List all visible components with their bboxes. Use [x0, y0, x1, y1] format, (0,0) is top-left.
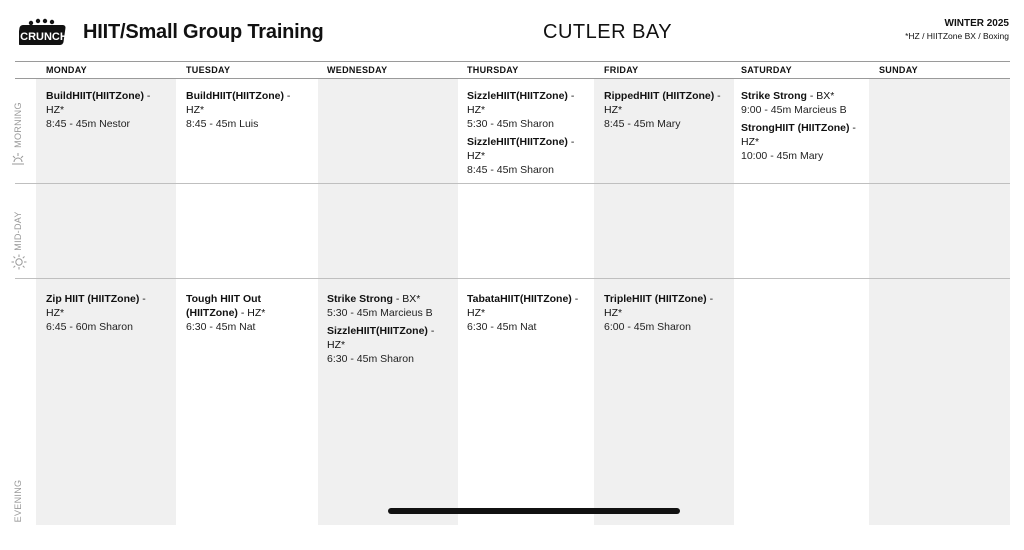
- class-entry[interactable]: BuildHIIT(HIITZone) - HZ* 8:45 - 45m Luis: [186, 90, 291, 130]
- class-tag: HZ*: [327, 339, 346, 351]
- sunrise-icon: [11, 152, 25, 166]
- cell-morning-saturday: [741, 89, 869, 165]
- class-entry[interactable]: SizzleHIIT(HIITZone) - HZ* 8:45 - 45m Sharon: [467, 136, 575, 176]
- legend-text: *HZ / HIITZone BX / Boxing: [905, 31, 1009, 41]
- class-tag: HZ*: [467, 307, 486, 319]
- class-name: Zip HIIT (HIITZone): [46, 293, 140, 305]
- class-entry[interactable]: SizzleHIIT(HIITZone) - HZ* 5:30 - 45m Sharon: [467, 90, 575, 130]
- svg-text:CRUNCH: CRUNCH: [20, 31, 68, 43]
- period-morning: [3, 94, 33, 174]
- class-name: TripleHIIT (HIITZone): [604, 293, 707, 305]
- class-time: 8:45 - 45m Sharon: [467, 164, 554, 176]
- class-name: SizzleHIIT(HIITZone): [327, 325, 428, 337]
- class-time: 5:30 - 45m Sharon: [467, 118, 554, 130]
- class-name: BuildHIIT(HIITZone): [46, 90, 144, 102]
- class-tag: HZ*: [604, 104, 623, 116]
- class-tag: BX*: [816, 90, 835, 102]
- class-time: 8:45 - 45m Luis: [186, 118, 259, 130]
- home-indicator[interactable]: [388, 508, 680, 514]
- class-tag: HZ*: [46, 104, 65, 116]
- cell-morning-thursday: [467, 89, 595, 179]
- class-entry[interactable]: Tough HIIT Out (HIITZone) - HZ* 6:30 - 45m Nat: [186, 293, 266, 333]
- cell-evening-tuesday: [186, 292, 296, 336]
- class-tag: HZ*: [604, 307, 623, 319]
- class-tag: HZ*: [467, 150, 486, 162]
- class-entry[interactable]: RippedHIIT (HIITZone) - HZ* 8:45 - 45m Mary: [604, 90, 721, 130]
- class-time: 6:30 - 45m Nat: [186, 321, 256, 333]
- class-tag: HZ*: [186, 104, 205, 116]
- class-time: 6:00 - 45m Sharon: [604, 321, 691, 333]
- divider-header: [15, 78, 1010, 79]
- class-time: 5:30 - 45m Marcieus B: [327, 307, 433, 319]
- period-label-midday: MID-DAY: [13, 211, 23, 251]
- class-time: 9:00 - 45m Marcieus B: [741, 104, 847, 116]
- divider-morning: [15, 183, 1010, 184]
- class-entry[interactable]: Strike Strong - BX* 9:00 - 45m Marcieus B: [741, 90, 847, 116]
- class-tag: HZ*: [741, 136, 760, 148]
- class-tag: BX*: [402, 293, 421, 305]
- sun-icon: [11, 254, 27, 270]
- day-header-tuesday: TUESDAY: [186, 65, 231, 75]
- class-entry[interactable]: Strike Strong - BX* 5:30 - 45m Marcieus B: [327, 293, 433, 319]
- class-entry[interactable]: BuildHIIT(HIITZone) - HZ* 8:45 - 45m Nestor: [46, 90, 151, 130]
- class-time: 10:00 - 45m Mary: [741, 150, 824, 162]
- cell-evening-thursday: [467, 292, 595, 336]
- day-header-friday: FRIDAY: [604, 65, 639, 75]
- class-name: Strike Strong: [741, 90, 807, 102]
- class-name: StrongHIIT (HIITZone): [741, 122, 850, 134]
- class-entry[interactable]: TabataHIIT(HIITZone) - HZ* 6:30 - 45m Nat: [467, 293, 579, 333]
- class-name: Tough HIIT Out (HIITZone): [186, 293, 262, 319]
- class-entry[interactable]: Zip HIIT (HIITZone) - HZ* 6:45 - 60m Sharon: [46, 293, 146, 333]
- class-name: BuildHIIT(HIITZone): [186, 90, 284, 102]
- class-time: 6:45 - 60m Sharon: [46, 321, 133, 333]
- day-header-saturday: SATURDAY: [741, 65, 792, 75]
- class-name: TabataHIIT(HIITZone): [467, 293, 572, 305]
- season-label: WINTER 2025: [944, 18, 1009, 29]
- cell-morning-tuesday: [186, 89, 314, 133]
- class-name: RippedHIIT (HIITZone): [604, 90, 715, 102]
- day-header-thursday: THURSDAY: [467, 65, 519, 75]
- class-tag: HZ*: [46, 307, 65, 319]
- day-header-sunday: SUNDAY: [879, 65, 918, 75]
- class-name: Strike Strong: [327, 293, 393, 305]
- cell-evening-monday: [46, 292, 174, 336]
- page-title: HIIT/Small Group Training: [83, 21, 324, 43]
- class-name: SizzleHIIT(HIITZone): [467, 136, 568, 148]
- cell-morning-monday: [46, 89, 174, 133]
- class-entry[interactable]: TripleHIIT (HIITZone) - HZ* 6:00 - 45m Sharon: [604, 293, 714, 333]
- divider-midday: [15, 278, 1010, 279]
- divider-top: [15, 61, 1010, 62]
- location-name: CUTLER BAY: [543, 21, 673, 43]
- day-header-monday: MONDAY: [46, 65, 87, 75]
- class-name: SizzleHIIT(HIITZone): [467, 90, 568, 102]
- class-time: 8:45 - 45m Mary: [604, 118, 681, 130]
- day-header-wednesday: WEDNESDAY: [327, 65, 388, 75]
- period-evening: [3, 470, 33, 550]
- class-time: 6:30 - 45m Nat: [467, 321, 537, 333]
- class-tag: HZ*: [247, 307, 266, 319]
- class-entry[interactable]: SizzleHIIT(HIITZone) - HZ* 6:30 - 45m Sharon: [327, 325, 435, 365]
- cell-evening-wednesday: [327, 292, 455, 368]
- period-label-morning: MORNING: [13, 102, 23, 148]
- cell-morning-friday: [604, 89, 732, 133]
- class-time: 8:45 - 45m Nestor: [46, 118, 131, 130]
- period-label-evening: EVENING: [13, 479, 23, 523]
- column-shade-sunday: [869, 79, 1010, 525]
- period-midday: [3, 200, 33, 280]
- cell-evening-friday: [604, 292, 732, 336]
- class-entry[interactable]: StrongHIIT (HIITZone) - HZ* 10:00 - 45m Mary: [741, 122, 856, 162]
- class-tag: HZ*: [467, 104, 486, 116]
- class-time: 6:30 - 45m Sharon: [327, 353, 414, 365]
